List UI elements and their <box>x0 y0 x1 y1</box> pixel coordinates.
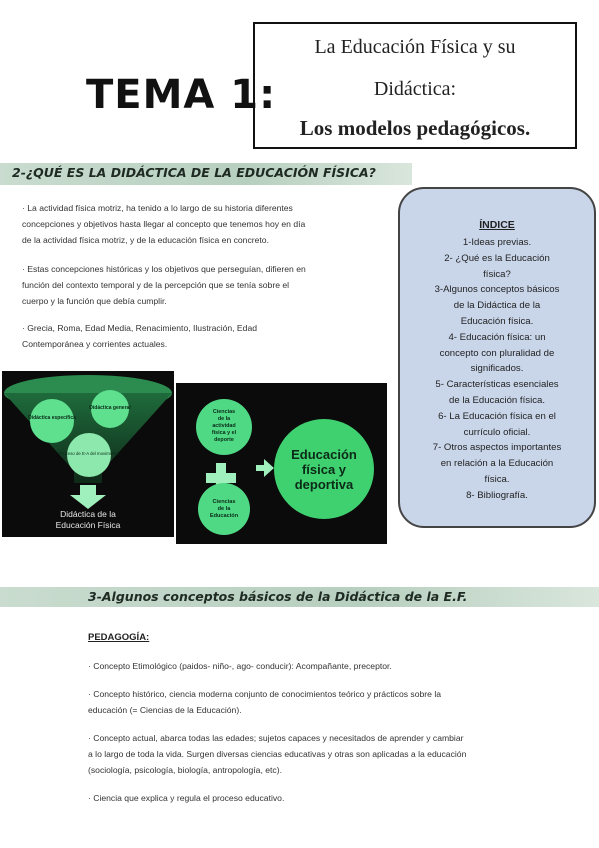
text-line: de la actividad física motriz, y de la educación física en concreto. <box>22 235 269 245</box>
title-line-3: Los modelos pedagógicos. <box>299 116 531 140</box>
text-line: · Ciencia que explica y regula el proceso educativo. <box>88 793 285 803</box>
pedagogia-subheading: PEDAGOGÍA: <box>88 632 150 643</box>
text-line: · Grecia, Roma, Edad Media, Renacimiento, Ilustración, Edad <box>22 323 258 333</box>
index-item: de la Didáctica de la <box>453 300 541 312</box>
text-line: · Concepto histórico, ciencia moderna conjunto de conocimientos teórico y prácticos sobre la <box>88 689 442 699</box>
index-item: 1-Ideas previas. <box>462 237 532 248</box>
index-item: 3-Algunos conceptos básicos <box>434 284 560 296</box>
title-line-1: La Educación Física y su <box>314 36 516 58</box>
index-item: de la Educación física. <box>449 394 545 406</box>
sum-diagram-svg <box>176 383 387 544</box>
section-3-heading: 3-Algunos conceptos básicos de la Didáctica de la E.F. <box>88 589 468 604</box>
c1-line: deporte <box>214 437 234 443</box>
text-line: · Estas concepciones históricas y los objetivos que perseguían, difieren en <box>22 264 306 274</box>
c1-line: Ciencias <box>212 409 236 415</box>
index-item: física? <box>483 268 511 280</box>
index-card <box>398 187 596 528</box>
section-2-paragraph-2 <box>22 261 392 309</box>
index-list <box>414 235 580 504</box>
funnel-svg <box>2 371 174 537</box>
index-item: 7- Otros aspectos importantes <box>432 442 562 454</box>
sum-diagram-image <box>176 383 387 544</box>
index-item: Educación física. <box>460 315 534 327</box>
big-line: física y <box>301 462 347 477</box>
text-line: función del contexto temporal y de la percepción que se tenía sobre el <box>22 280 290 290</box>
c2-line: Educación <box>209 513 239 519</box>
circle2-label: Didáctica general <box>89 405 131 411</box>
text-line: cuerpo y la función que debía cumplir. <box>22 296 167 306</box>
result-line-2: Educación Física <box>55 520 121 530</box>
down-arrow-icon <box>70 485 106 509</box>
section-2-heading: 2-¿QUÉ ES LA DIDÁCTICA DE LA EDUCACIÓN FÍSICA? <box>12 165 376 180</box>
pedagogia-item-2 <box>88 686 588 718</box>
c1-line: actividad <box>212 423 236 429</box>
title-box <box>253 22 577 149</box>
pedagogia-item-1 <box>88 658 588 674</box>
pedagogia-item-3 <box>88 730 593 778</box>
result-line-1: Didáctica de la <box>60 509 116 519</box>
section-2-paragraph-1 <box>22 200 392 248</box>
index-item: concepto con pluralidad de <box>439 347 555 359</box>
index-item: en relación a la Educación <box>440 458 554 470</box>
index-item: 4- Educación física: un <box>448 331 546 343</box>
c2-line: Ciencias <box>212 499 236 505</box>
index-item: significados. <box>470 363 524 375</box>
index-item: 5- Características esenciales <box>435 379 559 391</box>
circle-didactica-especifica <box>30 399 74 443</box>
index-item: 2- ¿Qué es la Educación <box>444 252 550 264</box>
c1-line: de la <box>217 416 231 422</box>
text-line: · Concepto actual, abarca todas las edades; sujetos capaces y necesitados de aprender y cambiar <box>88 733 464 743</box>
right-arrow-icon <box>256 459 274 477</box>
circle3-label: Proceso de E-A del movimiento <box>59 451 119 456</box>
big-line: Educación <box>291 447 357 462</box>
text-line: concepciones y objetivos hasta llegar al concepto que tenemos hoy en día <box>22 219 306 229</box>
index-item: currículo oficial. <box>463 426 531 438</box>
index-item: física. <box>484 473 510 485</box>
c1-line: física y el <box>211 430 237 436</box>
index-item: 6- La Educación física en el <box>438 410 556 422</box>
text-line: (sociología, psicología, biología, antropología, etc). <box>88 765 282 775</box>
tema-heading: TEMA 1: <box>86 72 277 118</box>
big-line: deportiva <box>294 477 354 492</box>
section-3-banner <box>0 587 599 607</box>
text-line: a lo largo de toda la vida. Surgen diversas ciencias educativas y otras son aplicadas a la educación <box>88 749 467 759</box>
index-item: 8- Bibliografía. <box>466 489 528 501</box>
circle1-label: Didáctica específica <box>28 415 76 421</box>
funnel-diagram-image <box>2 371 174 537</box>
text-line: · La actividad física motriz, ha tenido a lo largo de su historia diferentes <box>22 203 293 213</box>
text-line: · Concepto Etimológico (paidos- niño-, ago- conducir): Acompañante, preceptor. <box>88 661 392 671</box>
index-title: ÍNDICE <box>479 219 515 231</box>
title-line-2: Didáctica: <box>373 78 457 100</box>
text-line: Contemporánea y corrientes actuales. <box>22 339 168 349</box>
text-line: educación (= Ciencias de la Educación). <box>88 705 242 715</box>
section-2-paragraph-3 <box>22 320 392 352</box>
c2-line: de la <box>217 506 231 512</box>
section-2-banner <box>0 163 412 185</box>
pedagogia-item-4 <box>88 790 588 806</box>
